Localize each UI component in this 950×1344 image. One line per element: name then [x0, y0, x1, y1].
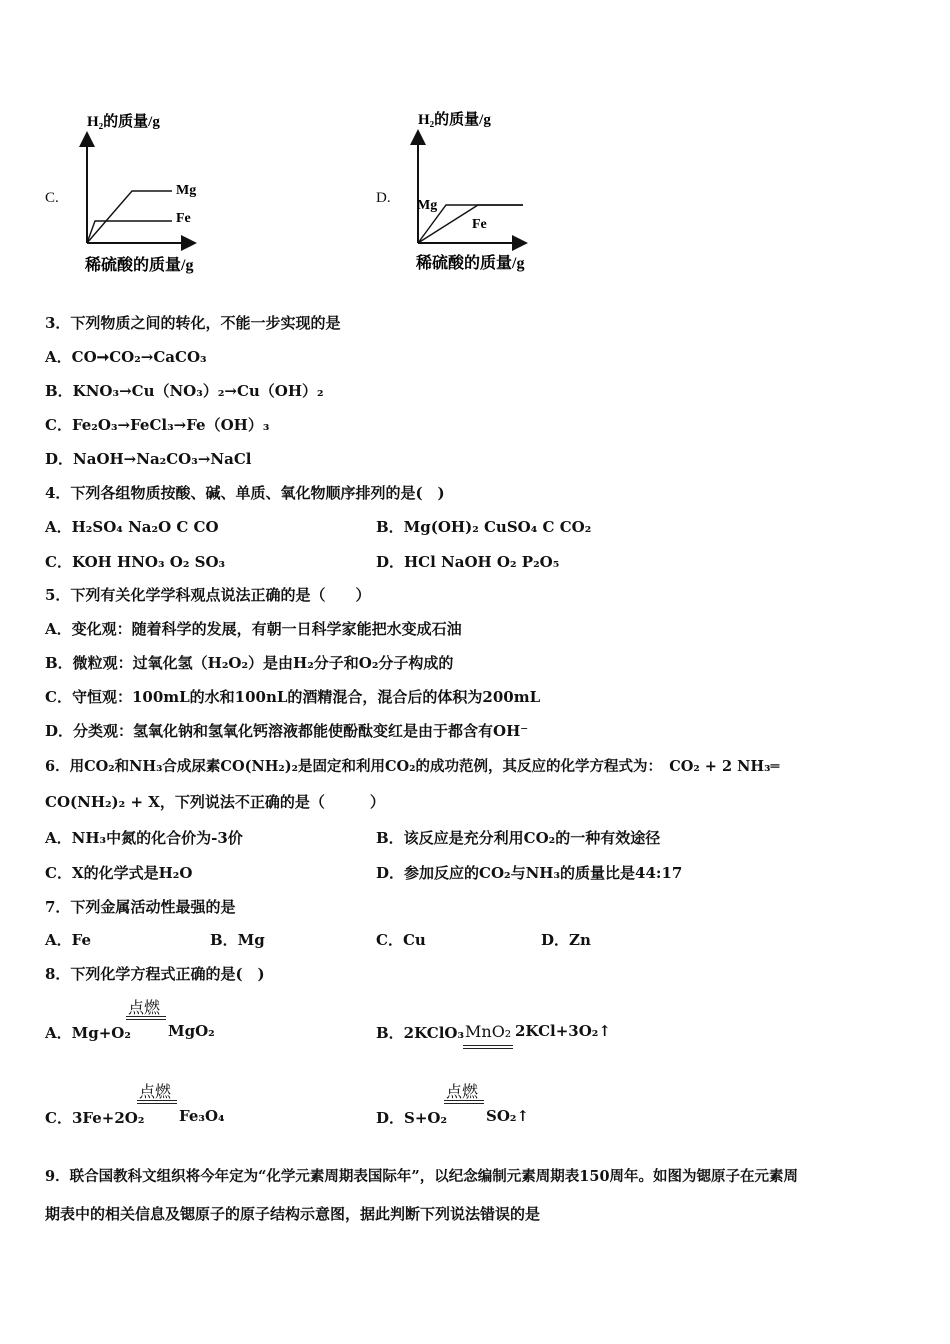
q4-option-a: A．H₂SO₄ Na₂O C CO	[45, 518, 219, 536]
graph-c-x-label: 稀硫酸的质量/g	[85, 257, 194, 274]
q6-option-b: B．该反应是充分利用CO₂的一种有效途径	[376, 829, 661, 847]
graph-c	[60, 100, 320, 280]
q8-option-a-left: A．Mg+O₂	[45, 1024, 131, 1042]
graph-c-y-label: H₂的质量/g	[87, 114, 160, 130]
q8-option-d-left: D．S+O₂	[376, 1109, 448, 1127]
q8-option-d-eq-bar	[444, 1103, 484, 1104]
q3-option-d: D．NaOH→Na₂CO₃→NaCl	[45, 450, 252, 468]
q5-option-d: D．分类观：氢氧化钠和氢氧化钙溶液都能使酚酞变红是由于都含有OH⁻	[45, 722, 529, 740]
q6-option-c: C．X的化学式是H₂O	[45, 864, 193, 882]
q9-stem-line2: 期表中的相关信息及锶原子的原子结构示意图，据此判断下列说法错误的是	[45, 1205, 541, 1223]
q5-stem: 5．下列有关化学学科观点说法正确的是（ ）	[45, 586, 371, 604]
q4-option-d: D．HCl NaOH O₂ P₂O₅	[376, 553, 560, 571]
q8-option-a-condition: 点燃	[128, 998, 161, 1017]
q8-option-c-eq-bar	[137, 1100, 177, 1101]
q7-option-a: A．Fe	[45, 931, 92, 949]
q4-option-b: B．Mg(OH)₂ CuSO₄ C CO₂	[376, 518, 592, 536]
graph-d-mg-label: Mg	[417, 198, 438, 213]
q8-option-d-condition: 点燃	[446, 1082, 479, 1101]
graph-d	[390, 98, 650, 278]
q8-option-d-right: SO₂↑	[486, 1107, 530, 1125]
q6-stem-line1: 6．用CO₂和NH₃合成尿素CO(NH₂)₂是固定和利用CO₂的成功范例，其反应的化学方程式为： CO₂ + 2 NH₃═	[45, 758, 780, 775]
option-c-label: C.	[45, 190, 59, 206]
q7-stem: 7．下列金属活动性最强的是	[45, 898, 236, 916]
q3-option-b: B．KNO₃→Cu（NO₃）₂→Cu（OH）₂	[45, 382, 324, 400]
q6-option-d: D．参加反应的CO₂与NH₃的质量比是44:17	[376, 864, 683, 882]
graph-c-fe-label: Fe	[176, 211, 191, 226]
q8-option-a-eq-bar	[126, 1019, 166, 1020]
graph-d-fe-label: Fe	[472, 217, 487, 232]
q6-option-a: A．NH₃中氮的化合价为-3价	[45, 829, 243, 847]
q9-stem-line1: 9．联合国教科文组织将今年定为“化学元素周期表国际年”，以纪念编制元素周期表150周年。如图为锶原子在元素周	[45, 1168, 799, 1185]
q7-option-d: D．Zn	[541, 931, 591, 949]
q8-option-b-eq-bar	[463, 1045, 513, 1046]
graph-d-x-label: 稀硫酸的质量/g	[416, 255, 525, 272]
q4-option-c: C．KOH HNO₃ O₂ SO₃	[45, 553, 226, 571]
q8-option-b-eq-bar	[463, 1048, 513, 1049]
graph-c-mg-line	[87, 191, 172, 243]
q5-option-b: B．微粒观：过氧化氢（H₂O₂）是由H₂分子和O₂分子构成的	[45, 654, 454, 672]
q3-option-c: C．Fe₂O₃→FeCl₃→Fe（OH）₃	[45, 416, 270, 434]
q8-stem: 8．下列化学方程式正确的是( )	[45, 965, 265, 983]
graph-d-y-label: H₂的质量/g	[418, 112, 491, 128]
graph-c-mg-label: Mg	[176, 183, 197, 198]
q8-option-a-eq-bar	[126, 1016, 166, 1017]
q8-option-c-left: C．3Fe+2O₂	[45, 1109, 145, 1127]
q8-option-b-right: 2KCl+3O₂↑	[515, 1022, 611, 1040]
graph-c-fe-line	[87, 221, 172, 243]
q8-option-b-left: B．2KClO₃	[376, 1024, 465, 1042]
q8-option-a-right: MgO₂	[168, 1022, 215, 1040]
q3-option-a: A．CO➞CO₂→CaCO₃	[45, 348, 207, 366]
q5-option-a: A．变化观：随着科学的发展，有朝一日科学家能把水变成石油	[45, 620, 462, 638]
option-d-label: D.	[376, 190, 391, 206]
q4-stem: 4．下列各组物质按酸、碱、单质、氧化物顺序排列的是( )	[45, 484, 445, 502]
q3-stem: 3．下列物质之间的转化，不能一步实现的是	[45, 314, 341, 332]
q8-option-c-eq-bar	[137, 1103, 177, 1104]
q8-option-c-right: Fe₃O₄	[179, 1107, 225, 1125]
q7-option-c: C．Cu	[376, 931, 426, 949]
q5-option-c: C．守恒观：100mL的水和100nL的酒精混合，混合后的体积为200mL	[45, 688, 541, 706]
q7-option-b: B．Mg	[210, 931, 265, 949]
q8-option-d-eq-bar	[444, 1100, 484, 1101]
q8-option-b-condition: MnO₂	[465, 1022, 512, 1041]
q8-option-c-condition: 点燃	[139, 1082, 172, 1101]
q6-stem-line2: CO(NH₂)₂ + X，下列说法不正确的是（ ）	[45, 793, 385, 811]
